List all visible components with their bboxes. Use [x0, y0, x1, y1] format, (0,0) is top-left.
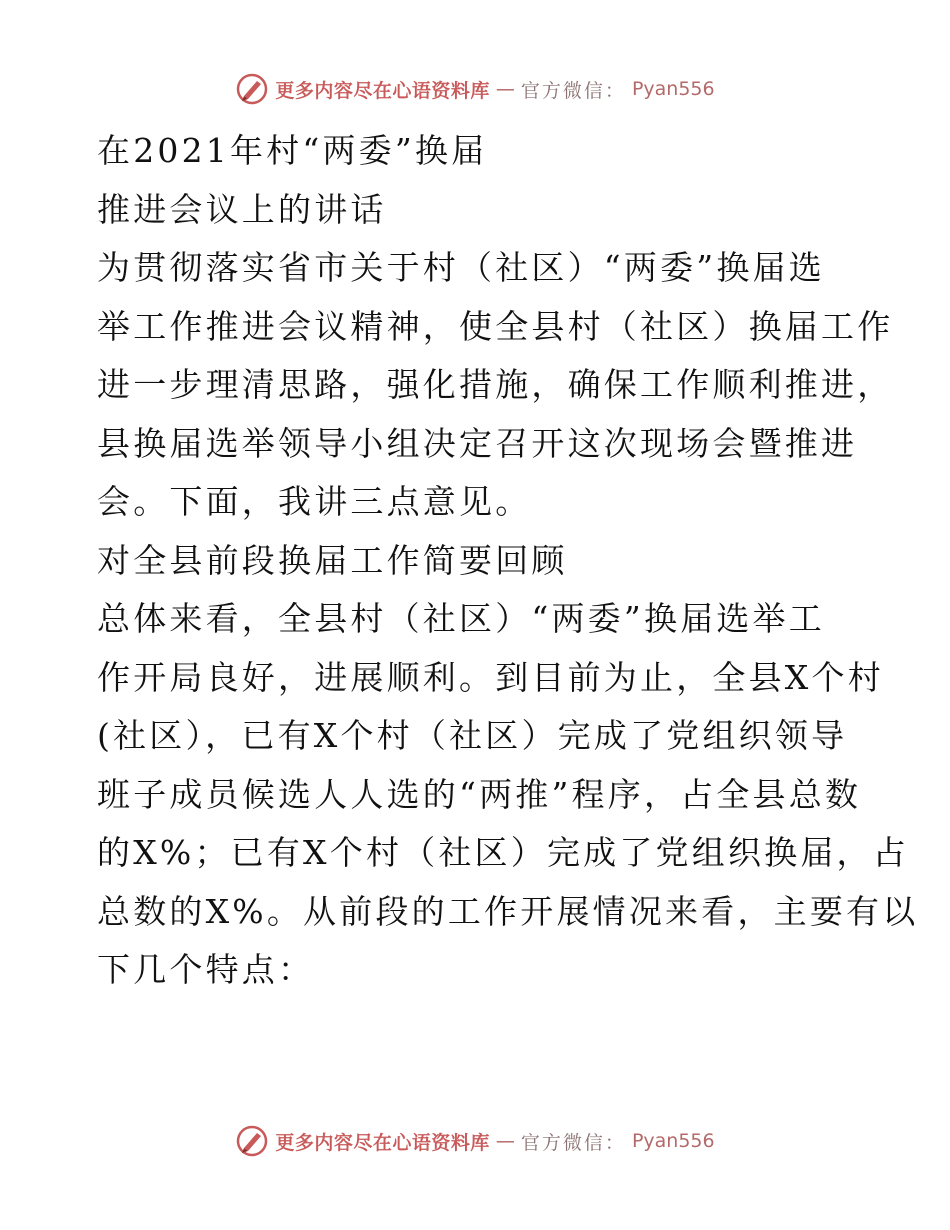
paragraph-line: 县换届选举领导小组决定召开这次现场会暨推进: [97, 423, 858, 463]
paragraph-line: 会。下面，我讲三点意见。: [97, 482, 532, 521]
paragraph-line: 下几个特点：: [97, 950, 315, 989]
watermark-dash: —: [495, 78, 515, 100]
footer-watermark: [0, 1124, 950, 1158]
document-title-line-2: 推进会议上的讲话: [97, 189, 387, 229]
paragraph-line: 进一步理清思路，强化措施，确保工作顺利推进，: [97, 365, 894, 404]
paragraph-review: [97, 590, 919, 1000]
paragraph-line: 的X%；已有X个村（社区）完成了党组织换届，占: [97, 833, 909, 872]
watermark-dash: —: [495, 1130, 515, 1152]
paragraph-intro: [97, 239, 894, 532]
watermark-text: 更多内容尽在心语资料库: [275, 1131, 490, 1154]
paragraph-line: (社区），已有X个村（社区）完成了党组织领导: [97, 716, 848, 755]
pen-logo-icon: [235, 1124, 269, 1158]
paragraph-line: 总体来看，全县村（社区）“两委”换届选举工: [97, 599, 825, 638]
paragraph-line: 班子成员候选人人选的“两推”程序，占全县总数: [97, 774, 862, 814]
paragraph-line: 作开局良好，进展顺利。到目前为止，全县X个村: [97, 657, 884, 697]
document-title-line-1: 在2021年村“两委”换届: [97, 131, 488, 170]
pen-logo-icon: [235, 72, 269, 106]
watermark-wechat-id: Pyan556: [631, 78, 715, 100]
header-watermark: [0, 72, 950, 106]
watermark-wechat-label: 官方微信：: [520, 1131, 626, 1154]
document-body: [97, 122, 919, 1000]
watermark-wechat-id: Pyan556: [631, 1130, 715, 1152]
paragraph-line: 总数的X%。从前段的工作开展情况来看，主要有以: [97, 891, 919, 931]
paragraph-line: 举工作推进会议精神，使全县村（社区）换届工作: [97, 306, 894, 346]
paragraph-line: 为贯彻落实省市关于村（社区）“两委”换届选: [97, 248, 825, 287]
section-heading: 对全县前段换届工作简要回顾: [97, 540, 568, 580]
watermark-text: 更多内容尽在心语资料库: [275, 79, 490, 102]
watermark-wechat-label: 官方微信：: [520, 79, 626, 102]
